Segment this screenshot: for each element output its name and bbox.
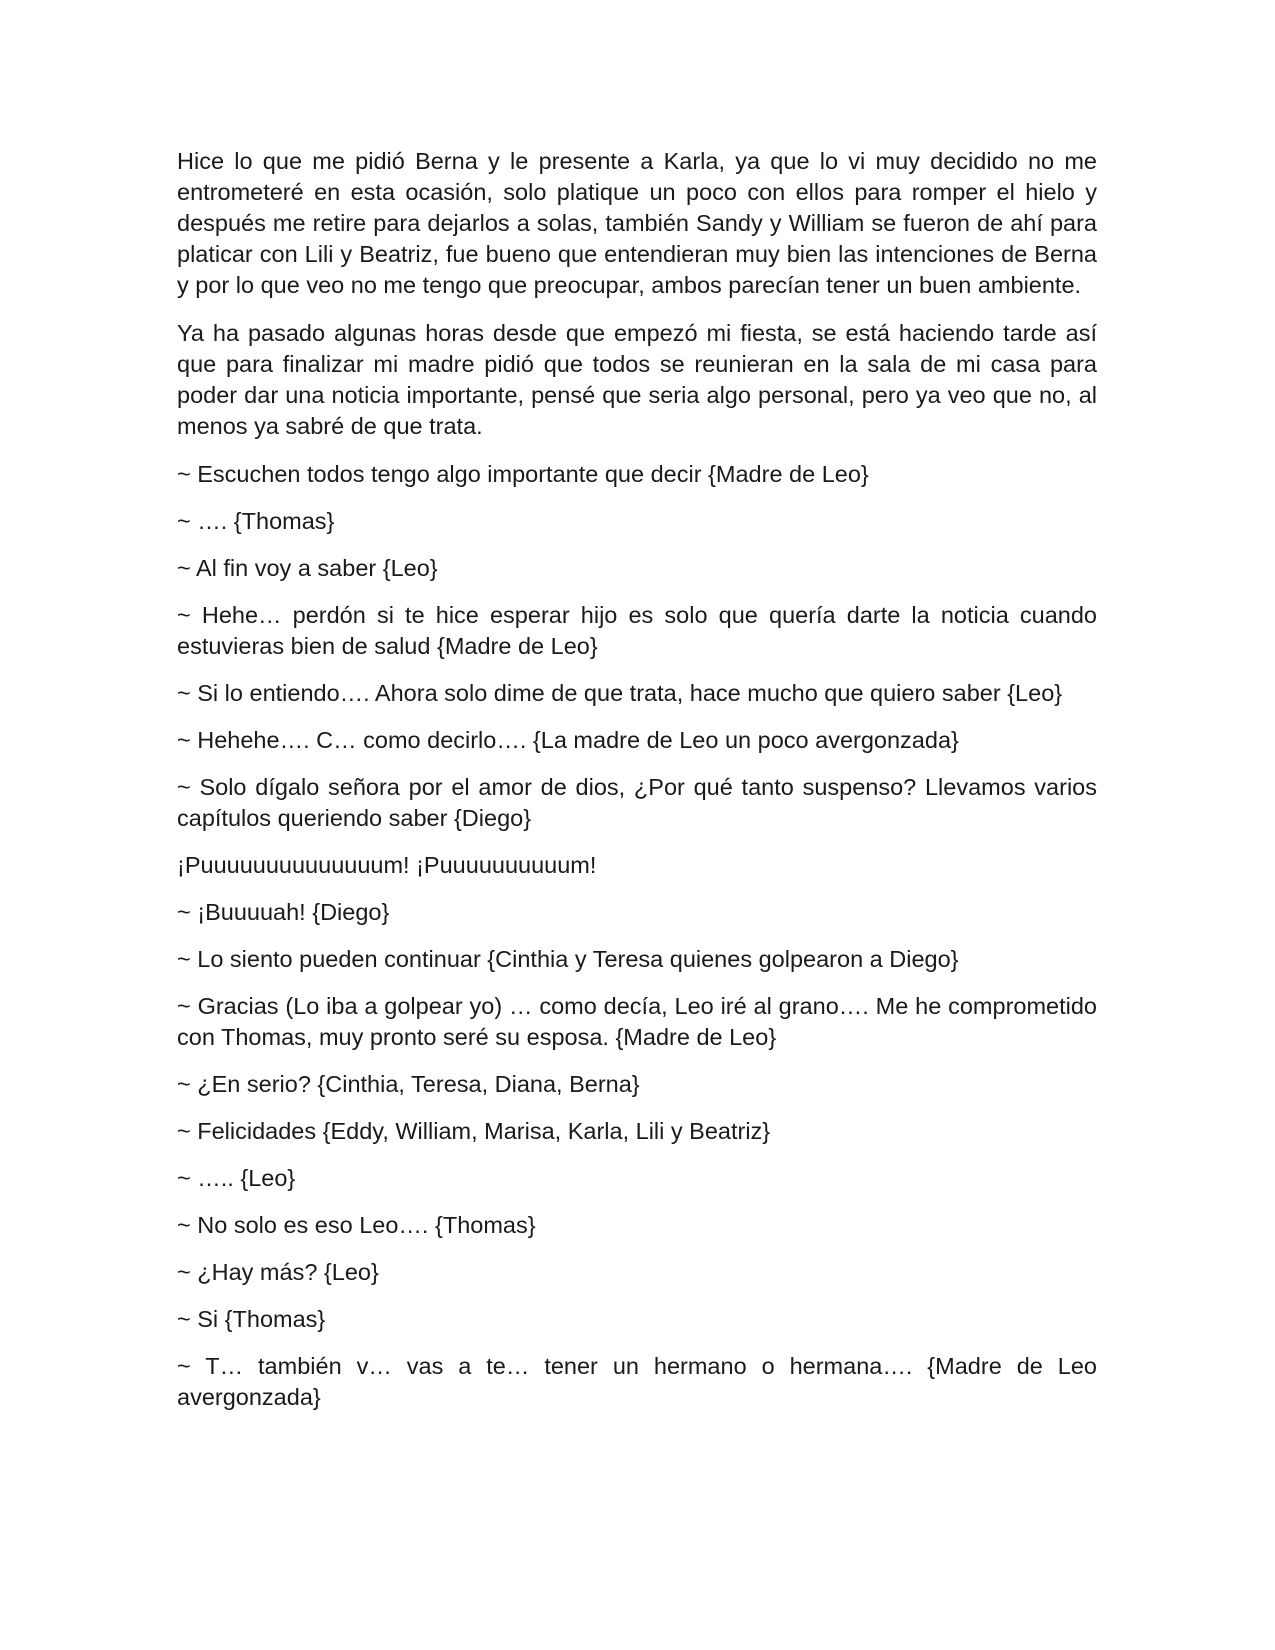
- sound-effect-line: ¡Puuuuuuuuuuuuuum! ¡Puuuuuuuuuum!: [177, 852, 597, 878]
- dialogue-line: ~ Hehehe…. C… como decirlo…. {La madre de Leo un poco avergonzada}: [177, 727, 959, 753]
- dialogue-line: ~ T… también v… vas a te… tener un hermano o hermana…. {Madre de Leo avergonzada}: [177, 1353, 1097, 1410]
- dialogue-line: ~ Hehe… perdón si te hice esperar hijo es solo que quería darte la noticia cuando estuvieras bien de salud {Madre de Leo}: [177, 602, 1097, 659]
- dialogue-line: ~ Al fin voy a saber {Leo}: [177, 555, 438, 581]
- dialogue-line: ~ Solo dígalo señora por el amor de dios, ¿Por qué tanto suspenso? Llevamos varios capítulos queriendo saber {Diego}: [177, 774, 1097, 831]
- dialogue-line: ~ No solo es eso Leo…. {Thomas}: [177, 1212, 536, 1238]
- dialogue-line: ~ ….. {Leo}: [177, 1165, 296, 1191]
- dialogue-line: ~ ¡Buuuuah! {Diego}: [177, 899, 390, 925]
- dialogue-line: ~ Felicidades {Eddy, William, Marisa, Karla, Lili y Beatriz}: [177, 1118, 771, 1144]
- dialogue-line: ~ Si lo entiendo…. Ahora solo dime de que trata, hace mucho que quiero saber {Leo}: [177, 680, 1063, 706]
- dialogue-line: ~ Gracias (Lo iba a golpear yo) … como decía, Leo iré al grano…. Me he comprometido con Thomas, muy pronto seré su esposa. {Madre de Leo}: [177, 993, 1097, 1050]
- dialogue-line: ~ ¿Hay más? {Leo}: [177, 1259, 379, 1285]
- dialogue-line: ~ …. {Thomas}: [177, 508, 335, 534]
- narrative-paragraph: Ya ha pasado algunas horas desde que empezó mi fiesta, se está haciendo tarde así que para finalizar mi madre pidió que todos se reunieran en la sala de mi casa para poder dar una noticia importante, pensé que seria algo personal, pero ya veo que no, al menos ya sabré de que trata.: [177, 320, 1097, 439]
- document-page: [177, 146, 1097, 1429]
- dialogue-line: ~ Escuchen todos tengo algo importante que decir {Madre de Leo}: [177, 461, 869, 487]
- dialogue-line: ~ Lo siento pueden continuar {Cinthia y Teresa quienes golpearon a Diego}: [177, 946, 959, 972]
- narrative-paragraph: Hice lo que me pidió Berna y le presente a Karla, ya que lo vi muy decidido no me entrometeré en esta ocasión, solo platique un poco con ellos para romper el hielo y después me retire para dejarlos a solas, también Sandy y William se fueron de ahí para platicar con Lili y Beatriz, fue bueno que entendieran muy bien las intenciones de Berna y por lo que veo no me tengo que preocupar, ambos parecían tener un buen ambiente.: [177, 148, 1097, 298]
- dialogue-line: ~ Si {Thomas}: [177, 1306, 326, 1332]
- dialogue-line: ~ ¿En serio? {Cinthia, Teresa, Diana, Berna}: [177, 1071, 640, 1097]
